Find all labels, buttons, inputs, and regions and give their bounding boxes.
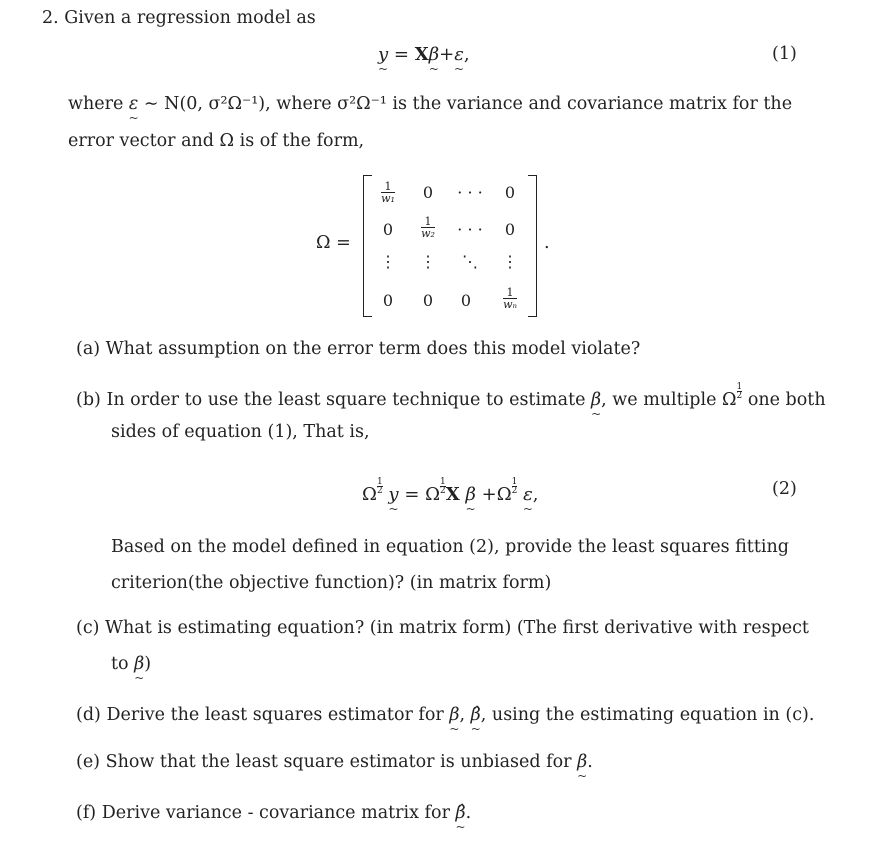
eq1-plus: +: [439, 44, 455, 65]
eq1-equals: =: [393, 44, 409, 65]
matrix-cell-1-3: · · ·: [457, 183, 483, 202]
matrix-cell-2-4: 0: [504, 220, 516, 239]
equation-1-label: (1): [772, 44, 797, 64]
part-f: [76, 803, 471, 823]
where-line-1: [68, 94, 792, 114]
eq2-plus-omega: +Ω: [481, 484, 512, 505]
part-e: [76, 752, 593, 772]
part-d-label: (d): [76, 705, 101, 725]
part-d-comma: ,: [459, 705, 466, 725]
part-e-text: Show that the least square estimator is unbiased for: [105, 752, 572, 772]
part-b-line-3: Based on the model defined in equation (2), provide the least squares fitting: [111, 537, 789, 557]
part-e-period: .: [587, 752, 593, 772]
matrix-cell-2-2: $\frac{1}{\text{w₂}}$: [421, 215, 435, 240]
matrix-right-bracket: [528, 175, 537, 317]
eq1-eps: ε ~: [454, 44, 464, 65]
where-line-2: error vector and Ω is of the form,: [68, 131, 365, 151]
eq2-beta: β ~: [465, 484, 475, 505]
part-d-betahat: β̂ ~: [471, 705, 481, 725]
matrix-cell-1-2: 0: [422, 183, 434, 202]
matrix-cell-4-3: 0: [460, 291, 472, 310]
part-f-betahat: β̂ ~: [456, 803, 466, 823]
eq1-X: X: [414, 44, 429, 65]
part-c-close: ): [144, 654, 152, 674]
where-dist: N(0, σ²Ω⁻¹), where σ²Ω⁻¹ is the variance and covariance matrix for the: [164, 94, 793, 114]
part-c-line-1: [76, 618, 809, 638]
part-d-text-2: , using the estimating equation in (c).: [480, 705, 815, 725]
part-e-label: (e): [76, 752, 101, 772]
equation-1: [378, 44, 470, 65]
part-a-label: (a): [76, 339, 101, 359]
part-a-text: What assumption on the error term does this model violate?: [105, 339, 641, 359]
part-f-text: Derive variance - covariance matrix for: [101, 803, 450, 823]
matrix-cell-2-1: 0: [382, 220, 394, 239]
matrix-cell-1-4: 0: [504, 183, 516, 202]
matrix-cell-4-4: $\frac{1}{\text{wₙ}}$: [503, 286, 517, 311]
where-sim: ∼: [143, 94, 159, 114]
eq2-X: X: [445, 484, 460, 505]
eq1-y: y ~: [378, 44, 388, 65]
matrix-cell-3-2: ⋮: [420, 252, 436, 271]
part-d-text-1: Derive the least squares estimator for: [106, 705, 444, 725]
matrix-cell-4-1: 0: [382, 291, 394, 310]
part-d-beta: β ~: [449, 705, 459, 725]
part-b-label: (b): [76, 389, 101, 410]
matrix-cell-4-2: 0: [422, 291, 434, 310]
matrix-period: .: [544, 233, 550, 253]
problem-number: 2.: [42, 8, 59, 28]
part-c-to: to: [111, 654, 129, 674]
matrix-cell-3-1: ⋮: [380, 252, 396, 271]
part-f-period: .: [465, 803, 472, 823]
part-a: [76, 339, 640, 359]
part-e-beta: β ~: [577, 752, 587, 772]
eq2-equals-omega: = Ω: [404, 484, 441, 505]
part-c-beta: β ~: [134, 654, 144, 674]
matrix-cell-3-4: ⋮: [502, 252, 518, 271]
part-b-line-4: criterion(the objective function)? (in matrix form): [111, 573, 552, 593]
matrix-lhs: Ω =: [316, 233, 351, 253]
where-eps: ε ~: [129, 94, 138, 114]
matrix-left-bracket: [363, 175, 372, 317]
eq2-omega: Ω: [362, 484, 377, 505]
equation-2-label: (2): [772, 479, 797, 499]
where-word: where: [68, 94, 124, 114]
eq1-comma: ,: [463, 44, 470, 65]
part-b-half-exponent: $\frac{1}{2}$: [736, 382, 743, 401]
matrix-cell-1-1: $\frac{1}{\text{w₁}}$: [381, 180, 395, 205]
part-c-text-1: What is estimating equation? (in matrix form) (The first derivative with respect: [105, 618, 809, 638]
eq2-comma: ,: [532, 484, 539, 505]
part-c-line-2: [111, 654, 151, 674]
part-c-label: (c): [76, 618, 100, 638]
problem-intro: Given a regression model as: [64, 8, 316, 28]
matrix-cell-2-3: · · ·: [457, 220, 483, 239]
part-b-line-2: sides of equation (1), That is,: [111, 422, 370, 442]
problem-heading: [42, 8, 316, 28]
part-b-line-1: [76, 383, 826, 410]
part-b-text-2: , we multiple Ω: [601, 389, 737, 410]
part-b-text-3: one both: [747, 389, 826, 410]
matrix-cell-3-3: ⋱: [462, 252, 478, 271]
equation-2: Ω $\frac{1}{2}$ y ~ = Ω $\frac{1}{2}$ X β ~ +Ω $\frac{1}{2}$ ε ~,: [362, 478, 539, 505]
eq2-y: y ~: [388, 484, 398, 505]
part-f-label: (f): [76, 803, 97, 823]
part-d: [76, 705, 814, 725]
part-b-text-1: In order to use the least square technique to estimate: [106, 389, 586, 410]
eq2-eps: ε ~: [523, 484, 533, 505]
part-b-beta: β ~: [591, 390, 601, 410]
eq1-beta: β ~: [429, 44, 439, 65]
